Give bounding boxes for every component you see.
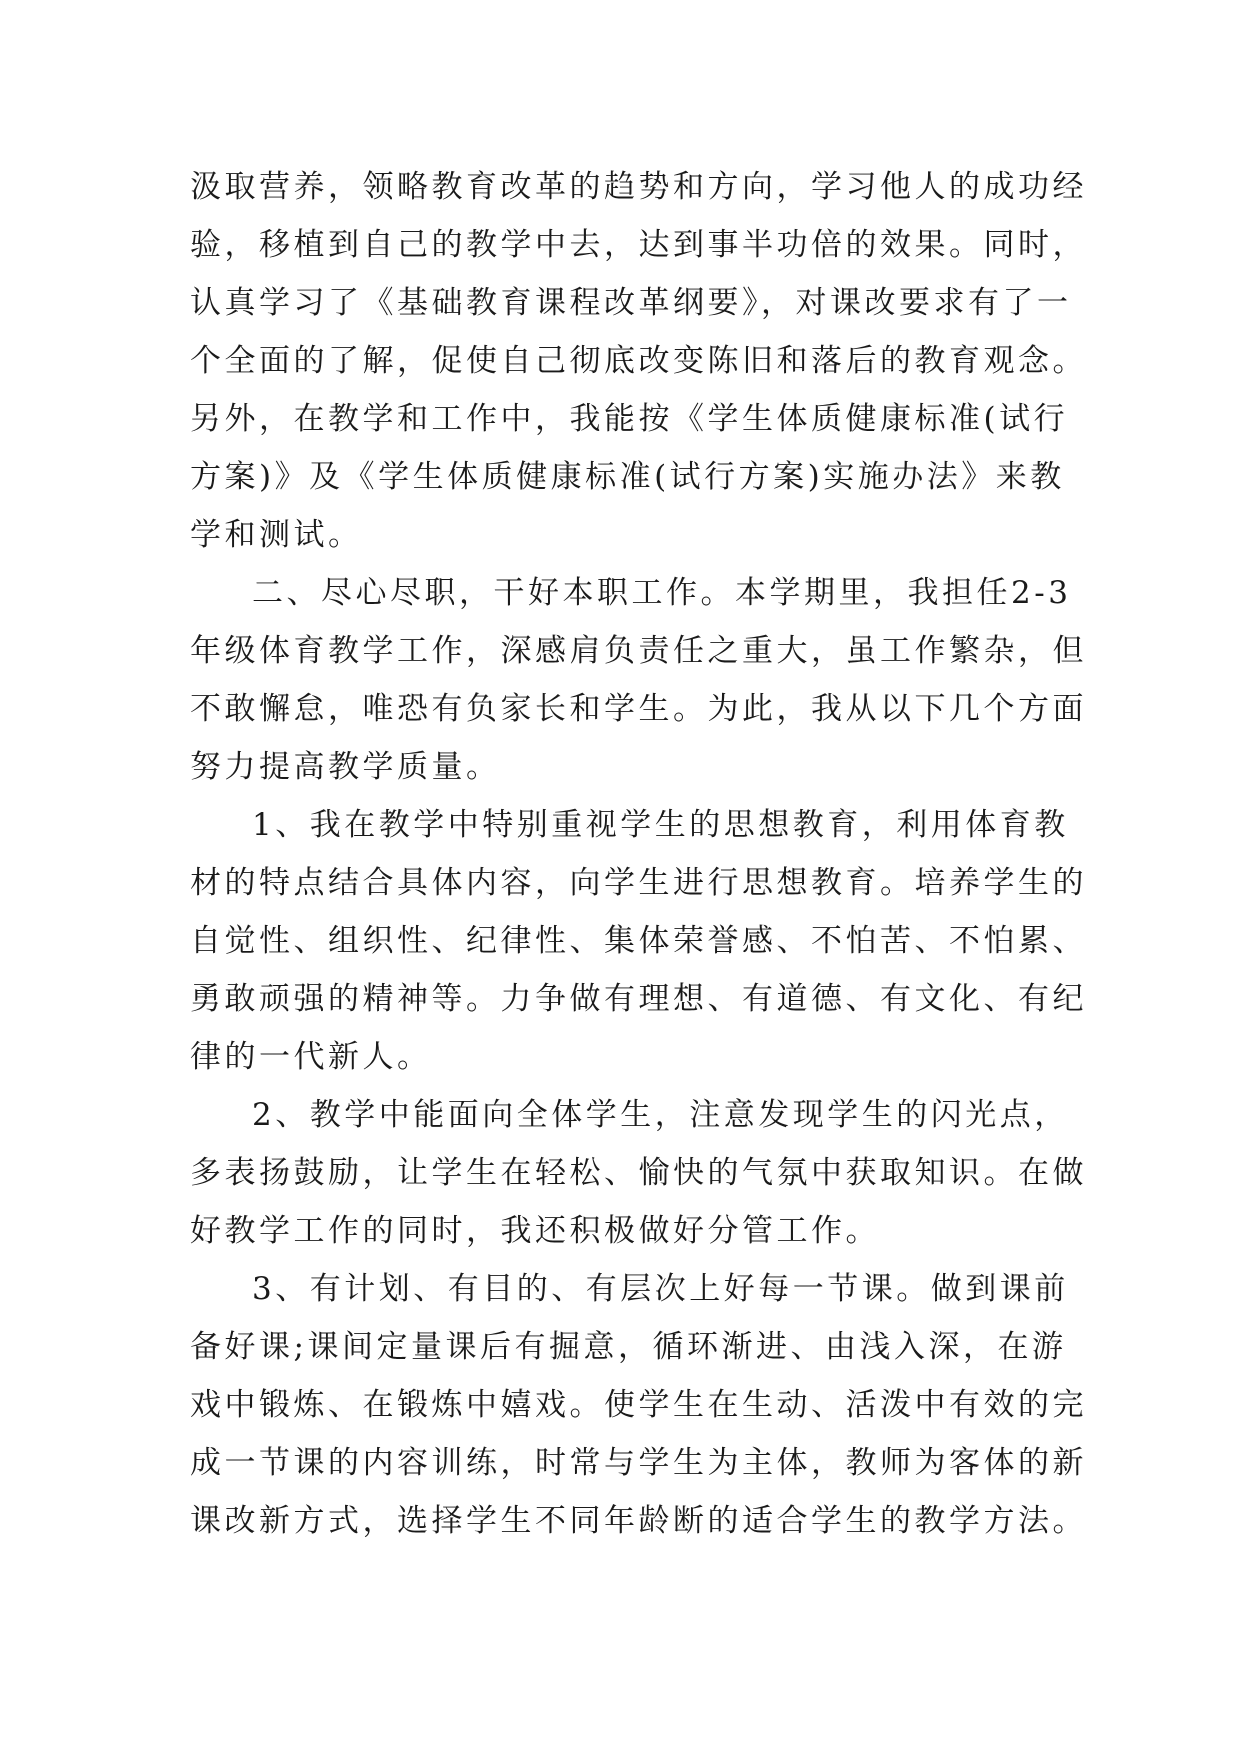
text-line: 认真学习了《基础教育课程改革纲要》，对课改要求有了一 (190, 285, 1072, 321)
text-line: 材的特点结合具体内容，向学生进行思想教育。培养学生的 (190, 865, 1087, 901)
text-line: 多表扬鼓励，让学生在轻松、愉快的气氛中获取知识。在做 (190, 1155, 1087, 1191)
paragraph-first-line: 3、有计划、有目的、有层次上好每一节课。做到课前 (252, 1271, 1069, 1307)
text-line: 方案)》及《学生体质健康标准(试行方案)实施办法》来教 (190, 459, 1065, 495)
text-line: 课改新方式，选择学生不同年龄断的适合学生的教学方法。 (190, 1503, 1087, 1539)
text-line: 戏中锻炼、在锻炼中嬉戏。使学生在生动、活泼中有效的完 (190, 1387, 1087, 1423)
text-line: 努力提高教学质量。 (190, 749, 501, 785)
text-line: 个全面的了解，促使自己彻底改变陈旧和落后的教育观念。 (190, 343, 1087, 379)
paragraph-first-line: 1、我在教学中特别重视学生的思想教育，利用体育教 (252, 807, 1069, 843)
document-body (190, 158, 1087, 1550)
text-line: 成一节课的内容训练，时常与学生为主体，教师为客体的新 (190, 1445, 1087, 1481)
text-line: 好教学工作的同时，我还积极做好分管工作。 (190, 1213, 880, 1249)
text-line: 勇敢顽强的精神等。力争做有理想、有道德、有文化、有纪 (190, 981, 1087, 1017)
text-line: 律的一代新人。 (190, 1039, 432, 1075)
paragraph-first-line: 2、教学中能面向全体学生，注意发现学生的闪光点， (252, 1097, 1069, 1133)
text-line: 年级体育教学工作，深感肩负责任之重大，虽工作繁杂，但 (190, 633, 1087, 669)
text-line: 验，移植到自己的教学中去，达到事半功倍的效果。同时， (190, 227, 1087, 263)
text-line: 不敢懈怠，唯恐有负家长和学生。为此，我从以下几个方面 (190, 691, 1087, 727)
text-line: 汲取营养，领略教育改革的趋势和方向，学习他人的成功经 (190, 169, 1087, 205)
text-line: 学和测试。 (190, 517, 363, 553)
text-line: 备好课;课间定量课后有掘意，循环渐进、由浅入深，在游 (190, 1329, 1067, 1365)
text-line: 自觉性、组织性、纪律性、集体荣誉感、不怕苦、不怕累、 (190, 923, 1087, 959)
text-line: 另外，在教学和工作中，我能按《学生体质健康标准(试行 (190, 401, 1069, 437)
paragraph-first-line: 二、尽心尽职，干好本职工作。本学期里，我担任2-3 (252, 575, 1072, 611)
